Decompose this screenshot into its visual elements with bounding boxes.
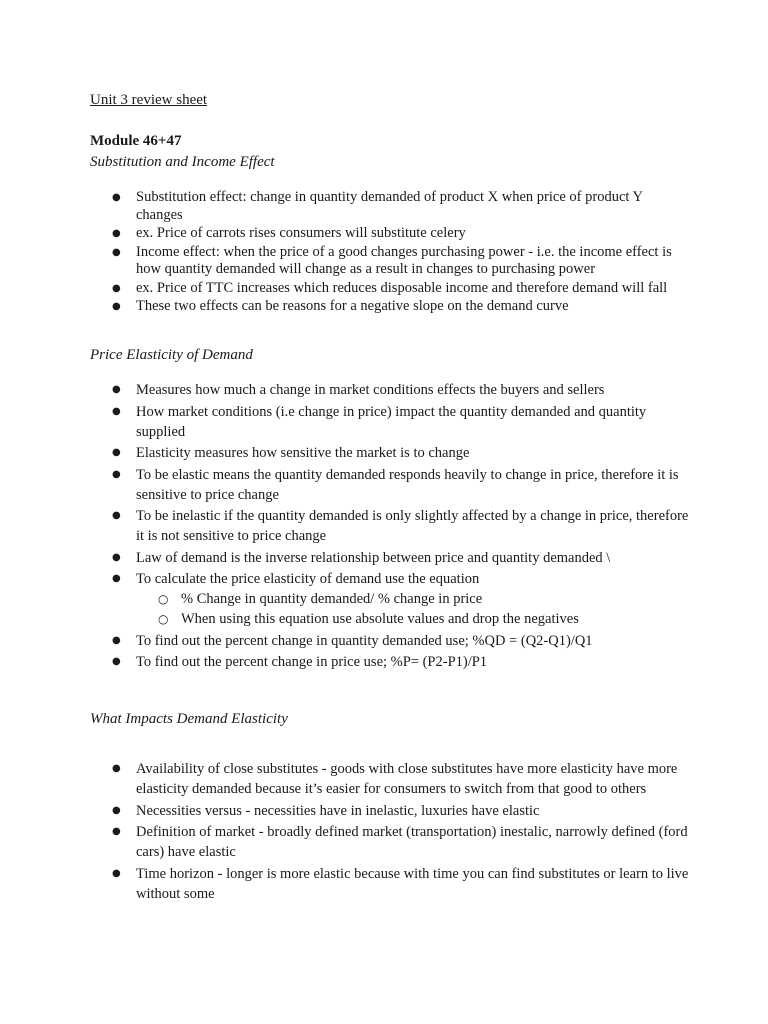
list-item: ● Substitution effect: change in quantity demanded of product X when price of product Y changes: [90, 189, 690, 224]
list-item: ● ex. Price of carrots rises consumers will substitute celery: [90, 225, 690, 243]
list-item: ● Law of demand is the inverse relationship between price and quantity demanded \: [90, 548, 690, 568]
list-item: ● To find out the percent change in price use; %P= (P2-P1)/P1: [90, 652, 690, 672]
demand-elasticity-impacts-list: [90, 759, 690, 905]
section-heading-substitution-income: Substitution and Income Effect: [90, 154, 275, 170]
list-item: ● To be elastic means the quantity demanded responds heavily to change in price, therefore it is sensitive to price change: [90, 465, 690, 505]
list-item: ● How market conditions (i.e change in price) impact the quantity demanded and quantity supplied: [90, 402, 690, 442]
list-item: ● Availability of close substitutes - goods with close substitutes have more elasticity have more elasticity demanded because it’s easier for consumers to switch from that good to others: [90, 759, 690, 799]
list-item: ● These two effects can be reasons for a negative slope on the demand curve: [90, 298, 690, 316]
section-heading-demand-elasticity-impacts: What Impacts Demand Elasticity: [90, 711, 288, 727]
price-elasticity-list: [90, 380, 690, 674]
module-heading: Module 46+47: [90, 133, 182, 149]
list-item-text: To calculate the price elasticity of demand use the equation: [136, 571, 480, 587]
list-item: ● Time horizon - longer is more elastic because with time you can find substitutes or learn to live without some: [90, 864, 690, 904]
list-item: ● To be inelastic if the quantity demanded is only slightly affected by a change in price, therefore it is not sensitive to price change: [90, 506, 690, 546]
list-item: ● Necessities versus - necessities have in inelastic, luxuries have elastic: [90, 801, 690, 821]
list-item: ● Measures how much a change in market conditions effects the buyers and sellers: [90, 380, 690, 400]
sub-list-item: ○ % Change in quantity demanded/ % change in price: [136, 589, 690, 609]
list-item: ● Elasticity measures how sensitive the market is to change: [90, 443, 690, 463]
equation-sublist: [136, 589, 690, 629]
list-item: ● To find out the percent change in quantity demanded use; %QD = (Q2-Q1)/Q1: [90, 631, 690, 651]
list-item: ● Definition of market - broadly defined market (transportation) inestalic, narrowly defined (ford cars) have elastic: [90, 822, 690, 862]
sub-list-item: ○ When using this equation use absolute values and drop the negatives: [136, 609, 690, 629]
document-title: Unit 3 review sheet: [90, 92, 208, 108]
list-item-with-sublist: [90, 569, 690, 629]
list-item: ● Income effect: when the price of a good changes purchasing power - i.e. the income effect is how quantity demanded will change as a result in changes to purchasing power: [90, 244, 690, 279]
substitution-income-list: [90, 189, 690, 317]
list-item: ● ex. Price of TTC increases which reduces disposable income and therefore demand will fall: [90, 280, 690, 298]
section-heading-price-elasticity: Price Elasticity of Demand: [90, 347, 253, 363]
